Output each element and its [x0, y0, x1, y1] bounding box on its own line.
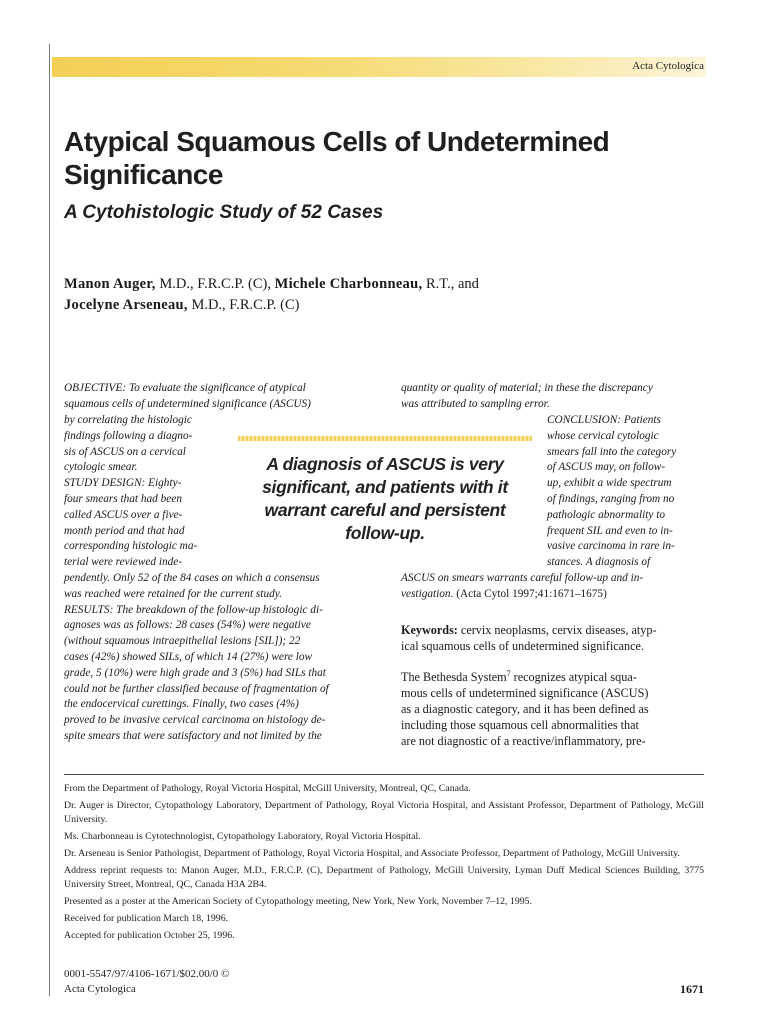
footnote: Received for publication March 18, 1996. — [64, 913, 229, 924]
abstract-line: sis of ASCUS on a cervical — [64, 445, 186, 458]
abstract-left-tail — [64, 571, 368, 745]
abstract-right-tail — [401, 571, 704, 603]
article-title: Atypical Squamous Cells of Undetermined Significance — [64, 126, 610, 190]
header-journal-name: Acta Cytologica — [632, 60, 704, 72]
footnote: Accepted for publication October 25, 1996. — [64, 930, 235, 941]
keywords-line — [401, 622, 704, 638]
body-line: as a diagnostic category, and it has been defined as — [401, 702, 649, 716]
body-text — [401, 669, 704, 749]
abstract-right-narrow — [547, 413, 704, 571]
left-margin-rule — [49, 44, 50, 996]
author-3-credentials: M.D., F.R.C.P. (C) — [187, 297, 300, 313]
abstract-line: pathologic abnormality to — [547, 508, 665, 521]
abstract-line: by correlating the histologic — [64, 414, 192, 426]
footnote: Address reprint requests to: Manon Auger, M.D., F.R.C.P. (C), Department of Pathology, McGill University, Lyman Duff Medical Sciences Building, 3775 University Street, Montreal, QC, Canada H3A 2B4. — [64, 865, 704, 890]
author-1-credentials: M.D., F.R.C.P. (C), — [155, 276, 275, 292]
keywords-label: Keywords: — [401, 623, 458, 637]
footnote: Presented as a poster at the American Society of Cytopathology meeting, New York, New York, November 7–12, 1995. — [64, 896, 532, 907]
abstract-right-head — [401, 381, 704, 413]
article-subtitle: A Cytohistologic Study of 52 Cases — [64, 202, 384, 223]
abstract-line: terial were reviewed inde- — [64, 556, 183, 569]
abstract-line: OBJECTIVE: To evaluate the significance of atypical — [64, 382, 306, 394]
header-band — [52, 57, 706, 77]
body-line: are not diagnostic of a reactive/inflammatory, pre- — [401, 734, 646, 748]
pull-quote-box — [238, 436, 532, 545]
abstract-line: STUDY DESIGN: Eighty- — [64, 477, 182, 490]
body-text-rest: recognizes atypical squa- — [510, 670, 637, 684]
abstract-line: called ASCUS over a five- — [64, 508, 183, 521]
body-line — [401, 669, 704, 685]
footnote: Dr. Auger is Director, Cytopathology Laboratory, Department of Pathology, Royal Victoria Hospital, and Assistant Professor, Department of Pathology, McGill University. — [64, 800, 704, 825]
footnote-divider — [64, 774, 704, 775]
keywords-text: cervix neoplasms, cervix diseases, atyp- — [457, 623, 657, 637]
abstract-citation: (Acta Cytol 1997;41:1671–1675) — [453, 587, 607, 600]
author-3-name: Jocelyne Arseneau, — [64, 297, 188, 313]
abstract-objective-head — [64, 381, 368, 413]
pull-quote-rule — [238, 436, 532, 441]
abstract-left-narrow — [64, 413, 221, 571]
body-line: including those squamous cell abnormalities that — [401, 718, 639, 732]
abstract-line: stances. A diagnosis of — [547, 556, 651, 569]
pull-quote-text: A diagnosis of ASCUS is very significant, and patients with it warrant careful and persistent follow-up. — [262, 454, 508, 543]
footer-journal-name: Acta Cytologica — [64, 983, 136, 995]
author-list — [64, 274, 704, 316]
issn-block — [64, 967, 229, 997]
author-2-credentials: R.T., and — [422, 276, 479, 292]
footnote: Ms. Charbonneau is Cytotechnologist, Cytopathology Laboratory, Royal Victoria Hospital. — [64, 831, 421, 842]
abstract-line: vasive carcinoma in rare in- — [547, 540, 675, 553]
abstract-line: the endocervical curettings. Finally, two cases (4%) — [64, 698, 299, 711]
footnote: Dr. Arseneau is Senior Pathologist, Department of Pathology, Royal Victoria Hospital, and Associate Professor, Department of Pathology, McGill University. — [64, 848, 680, 859]
abstract-line: agnoses was as follows: 28 cases (54%) were negative — [64, 619, 311, 632]
body-text-start: The Bethesda System — [401, 670, 507, 684]
keywords-block — [401, 622, 704, 654]
abstract-line: cytologic smear. — [64, 461, 138, 474]
abstract-line: of findings, ranging from no — [547, 492, 675, 505]
abstract-line: grade, 5 (10%) were high grade and 3 (5%) had SILs that — [64, 666, 326, 679]
footnote: From the Department of Pathology, Royal Victoria Hospital, McGill University, Montreal, QC, Canada. — [64, 783, 471, 794]
abstract-line: CONCLUSION: Patients — [547, 414, 661, 426]
abstract-line-end: vestigation. — [401, 587, 454, 600]
abstract-line: pendently. Only 52 of the 84 cases on which a consensus — [64, 572, 320, 584]
abstract-line: ASCUS on smears warrants careful follow-up and in- — [401, 572, 644, 584]
abstract-line: whose cervical cytologic — [547, 429, 659, 442]
abstract-line: could not be further classified because of fragmentation of — [64, 682, 329, 695]
abstract-line: quantity or quality of material; in these the discrepancy — [401, 382, 653, 394]
abstract-line: (without squamous intraepithelial lesions [SIL]); 22 — [64, 635, 301, 648]
abstract-line: four smears that had been — [64, 492, 182, 505]
abstract-line: RESULTS: The breakdown of the follow-up histologic di- — [64, 603, 323, 616]
abstract-line: of ASCUS may, on follow- — [547, 461, 666, 474]
issn-line: 0001-5547/97/4106-1671/$02.00/0 © — [64, 968, 230, 980]
abstract-line: cases (42%) showed SILs, of which 14 (27%) were low — [64, 650, 313, 663]
abstract-line: findings following a diagno- — [64, 429, 193, 442]
abstract-line: was reached were retained for the current study. — [64, 587, 282, 600]
author-1-name: Manon Auger, — [64, 276, 156, 292]
footnotes — [64, 782, 704, 946]
abstract-line: proved to be invasive cervical carcinoma on histology de- — [64, 714, 326, 727]
page-number: 1671 — [680, 982, 704, 996]
abstract-line: corresponding histologic ma- — [64, 540, 198, 553]
body-line: mous cells of undetermined significance (ASCUS) — [401, 686, 649, 700]
abstract-line: frequent SIL and even to in- — [547, 524, 673, 537]
abstract-line: was attributed to sampling error. — [401, 397, 550, 410]
abstract-line: squamous cells of undetermined significance (ASCUS) — [64, 397, 311, 410]
abstract-line: spite smears that were satisfactory and not limited by the — [64, 729, 322, 742]
keywords-line: ical squamous cells of undetermined significance. — [401, 639, 644, 653]
reference-superscript: 7 — [506, 668, 511, 678]
abstract-line — [401, 587, 704, 603]
author-2-name: Michele Charbonneau, — [274, 276, 423, 292]
abstract-line: month period and that had — [64, 524, 185, 537]
abstract-line: smears fall into the category — [547, 445, 677, 458]
abstract-line: up, exhibit a wide spectrum — [547, 477, 672, 490]
